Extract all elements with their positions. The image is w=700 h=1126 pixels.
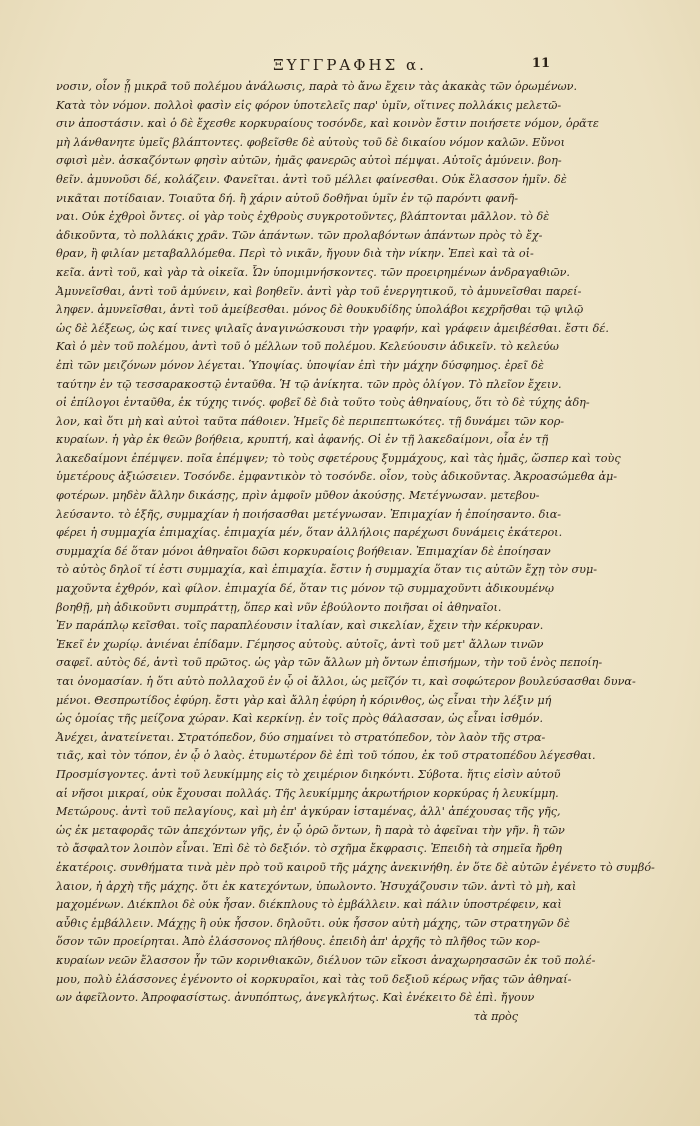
text-line: τὸ αὐτὸς δηλοῖ τί ἐστι συμμαχία, καὶ ἐπιμαχία. ἔστιν ἡ συμμαχία ὅταν τις αὐτῶν ἔχῃ τὸν συμ- — [56, 563, 598, 577]
text-line: ων ἀφεῖλοντο. Ἀπροφασίστως. ἀνυπόπτως, ἀνεγκλήτως. Καὶ ἐνέκειτο δὲ ἐπὶ. ἤγουν — [56, 991, 535, 1005]
text-line: φοτέρων. μηδὲν ἄλλην δικάσῃς, πρὶν ἀμφοῖν μῦθον ἀκούσῃς. Μετέγνωσαν. μετεβου- — [56, 489, 540, 503]
text-line: ὡς δὲ λέξεως, ὡς καί τινες ψιλαῖς ἀναγινώσκουσι τὴν γραφήν, καὶ γράφειν ἀμειβέσθαι. ἔστι δέ. — [56, 321, 609, 335]
text-line: ἐπὶ τῶν μειζόνων μόνον λέγεται. Ὑποψίας. ὑποψίαν ἐπὶ τὴν μάχην δύσφημος. ἐρεῖ δὲ — [56, 358, 544, 372]
text-line: κεῖα. ἀντὶ τοῦ, καὶ γὰρ τὰ οἰκεῖα. Ὧν ὑπομιμνήσκοντες. τῶν προειρημένων ἀνδραγαθιῶν. — [56, 265, 570, 279]
text-line: Ἀνέχει, ἀνατείνεται. Στρατόπεδον, δύο σημαίνει τὸ στρατόπεδον, τὸν λαὸν τῆς στρα- — [56, 730, 546, 744]
text-line: νικᾶται ποτίδαιαν. Τοιαῦτα δή. ἢ χάριν αὐτοῦ δοθῆναι ὑμῖν ἐν τῷ παρόντι φανῆ- — [56, 191, 518, 205]
running-title: ΞΥΓΓΡΑΦΗΣ α. — [273, 56, 427, 74]
text-line: αὖθις ἐμβάλλειν. Μάχῃς ἣ οὐκ ἧσσον. δηλοῦτι. οὐκ ἧσσον αὐτὴ μάχης, τῶν στρατηγῶν δὲ — [56, 916, 570, 930]
text-line: ἑκατέροις. συνθήματα τινὰ μὲν πρὸ τοῦ καιροῦ τῆς μάχης ἀνεκινήθη. ἐν ὅτε δὲ αὐτῶν ἐγένετο τὸ συμβό- — [56, 860, 655, 874]
text-line: ὡς ὁμοίας τῆς μείζονα χώραν. Καὶ κερκίνῃ. ἐν τοῖς πρὸς θάλασσαν, ὡς εἶναι ἰσθμόν. — [56, 712, 544, 726]
text-line: ταύτην ἐν τῷ τεσσαρακοστῷ ἐνταῦθα. Ἡ τῷ ἀνίκητα. τῶν πρὸς ὀλίγον. Τὸ πλεῖον ἔχειν. — [56, 377, 562, 391]
text-line: νοσιν, οἷον ᾗ μικρᾶ τοῦ πολέμου ἀνάλωσις, παρὰ τὸ ἄνω ἔχειν τὰς ἀκακὰς τῶν ὁρωμένων. — [56, 80, 578, 93]
text-line: μένοι. Θεσπρωτίδος ἐφύρη. ἔστι γὰρ καὶ ἄλλη ἐφύρη ἡ κόρινθος, ὡς εἶναι τὴν λέξιν μή — [56, 693, 552, 707]
text-line: σαφεῖ. αὐτὸς δέ, ἀντὶ τοῦ πρῶτος. ὡς γὰρ τῶν ἄλλων μὴ ὄντων ἐπισήμων, τὴν τοῦ ἑνὸς πεποίη- — [56, 656, 603, 670]
text-line: ὅσον τῶν προείρηται. Ἀπὸ ἐλάσσονος πλήθους. ἐπειδὴ ἀπ' ἀρχῆς τὸ πλῆθος τῶν κορ- — [56, 935, 540, 949]
text-line: συμμαχία δέ ὅταν μόνοι ἀθηναῖοι δῶσι κορκυραίοις βοήθειαν. Ἐπιμαχίαν δὲ ἐποίησαν — [56, 544, 551, 558]
text-line: λακεδαίμονι ἐπέμψεν. ποῖα ἐπέμψεν; τὸ τοὺς σφετέρους ξυμμάχους, καὶ τὰς ἡμᾶς, ὥσπερ καὶ τοὺς — [56, 451, 621, 465]
text-line: τὸ ἄσφαλτον λοιπὸν εἶναι. Ἐπὶ δὲ τὸ δεξιόν. τὸ σχῆμα ἔκφρασις. Ἐπειδὴ τὰ σημεῖα ἤρθη — [56, 842, 562, 856]
text-line: Ἐν παράπλῳ κεῖσθαι. τοῖς παραπλέουσιν ἰταλίαν, καὶ σικελίαν, ἔχειν τὴν κέρκυραν. — [56, 619, 544, 633]
text-line: μαχοῦντα ἐχθρόν, καὶ φίλον. ἐπιμαχία δέ, ὅταν τις μόνον τῷ συμμαχοῦντι ἀδικουμένῳ — [56, 582, 555, 596]
text-line: μὴ λάνθανητε ὑμεῖς βλάπτοντες. φοβεῖσθε δὲ αὐτοὺς τοῦ δὲ δικαίου νόμον καλῶν. Εὔνοι — [56, 135, 565, 149]
text-line: ναι. Οὐκ ἐχθροὶ ὄντες. οἱ γὰρ τοὺς ἐχθροὺς συγκροτοῦντες, βλάπτονται μᾶλλον. τὸ δὲ — [56, 210, 550, 224]
text-line: σφισὶ μὲν. ἀσκαζόντων φησὶν αὐτῶν, ἡμᾶς φανερῶς αὐτοὶ πέμψαι. Αὐτοῖς ἀμύνειν. βοη- — [56, 154, 562, 168]
text-line: κυραίων. ἡ γὰρ ἐκ θεῶν βοήθεια, κρυπτή, καὶ ἀφανής. Οἱ ἐν τῇ λακεδαίμονι, οἷα ἐν τῇ — [56, 433, 549, 447]
text-line: ὑμετέρους ἀξιώσειεν. Τοσόνδε. ἐμφαντικὸν τὸ τοσόνδε. οἷον, τοὺς ἀδικοῦντας. Ἀκροασώμεθα ἀμ- — [56, 470, 618, 484]
text-line: αἱ νῆσοι μικραί, οὐκ ἔχουσαι πολλάς. Τῆς λευκίμμης ἀκρωτήριον κορκύρας ἡ λευκίμμη. — [56, 786, 559, 800]
text-line: θεῖν. ἀμυνοῦσι δέ, κολάζειν. Φανεῖται. ἀντὶ τοῦ μέλλει φαίνεσθαι. Οὐκ ἔλασσον ἡμῖν. δὲ — [56, 172, 567, 186]
text-line: Καὶ ὁ μὲν τοῦ πολέμου, ἀντὶ τοῦ ὁ μέλλων τοῦ πολέμου. Κελεύουσιν ἀδικεῖν. τὸ κελεύω — [56, 340, 559, 354]
text-line: μαχομένων. Διέκπλοι δὲ οὐκ ἦσαν. διέκπλους τὸ ἐμβάλλειν. καὶ πάλιν ὑποστρέφειν, καὶ — [56, 898, 562, 912]
text-line: ἀδικοῦντα, τὸ πολλάκις χρᾶν. Τῶν ἁπάντων. τῶν προλαβόντων ἁπάντων πρὸς τὸ ἔχ- — [56, 228, 543, 242]
text-line: λαιον, ἡ ἀρχὴ τῆς μάχης. ὅτι ἐκ κατεχόντων, ὑπωλοντο. Ἡσυχάζουσιν τῶν. ἀντὶ τὸ μὴ, καὶ — [56, 879, 577, 893]
text-line: ται ὀνομασίαν. ἡ ὅτι αὐτὸ πολλαχοῦ ἐν ᾧ οἱ ἄλλοι, ὡς μεῖζόν τι, καὶ σοφώτερον βουλεύσασθαι δυνα- — [56, 675, 636, 688]
text-line: Προσμίσγοντες. ἀντὶ τοῦ λευκίμμης εἰς τὸ χειμέριον διηκόντι. Σύβοτα. ἥτις εἰσὶν αὐτοῦ — [56, 767, 561, 781]
text-line: Κατὰ τὸν νόμον. πολλοὶ φασὶν εἰς φόρον ὑποτελεῖς παρ' ὑμῖν, οἵτινες πολλάκις μελετῶ- — [56, 98, 562, 112]
text-line: οἱ ἐπίλογοι ἐνταῦθα, ἐκ τύχης τινός. φοβεῖ δὲ διὰ τοῦτο τοὺς ἀθηναίους, ὅτι τὸ δὲ τύχης ἀδη- — [56, 396, 590, 410]
text-line: Μετώρους. ἀντὶ τοῦ πελαγίους, καὶ μὴ ἐπ' ἀγκύραν ἱσταμένας, ἀλλ' ἀπέχουσας τῆς γῆς, — [56, 805, 561, 819]
text-line: κυραίων νεῶν ἔλασσον ἦν τῶν κορινθιακῶν, διέλυον τῶν εἴκοσι ἀναχωρησασῶν ἐκ τοῦ πολέ- — [56, 953, 596, 967]
text-line: λεύσαντο. τὸ ἑξῆς, συμμαχίαν ἡ ποιήσασθαι μετέγνωσαν. Ἐπιμαχίαν ἡ ἐποίησαντο. δια- — [56, 507, 562, 521]
commentary-text — [56, 78, 655, 1026]
text-line: μου, πολὺ ἐλάσσονες ἐγένοντο οἱ κορκυραῖοι, καὶ τὰς τοῦ δεξιοῦ κέρως νῆας τῶν ἀθηναί- — [56, 972, 572, 986]
text-line: φέρει ἡ συμμαχία ἐπιμαχίας. ἐπιμαχία μέν, ὅταν ἀλλήλοις παρέχωσι δυνάμεις ἑκάτεροι. — [56, 526, 563, 540]
running-head — [0, 56, 700, 76]
text-line: τὰ πρὸς — [473, 1009, 518, 1023]
text-line: ληφεν. ἀμυνεῖσθαι, ἀντὶ τοῦ ἀμείβεσθαι. μόνος δὲ θουκυδίδης ὑπολάβοι κεχρῆσθαι τῷ ψιλῷ — [56, 303, 584, 317]
text-line: Ἀμυνεῖσθαι, ἀντὶ τοῦ ἀμύνειν, καὶ βοηθεῖν. ἀντὶ γὰρ τοῦ ἐνεργητικοῦ, τὸ ἀμυνεῖσθαι παρεί- — [56, 284, 582, 298]
text-line: λον, καὶ ὅτι μὴ καὶ αὐτοὶ ταῦτα πάθοιεν. Ἡμεῖς δὲ περιπεπτωκότες. τῇ δυνάμει τῶν κορ- — [56, 414, 565, 428]
text-line: τιᾶς, καὶ τὸν τόπον, ἐν ᾧ ὁ λαὸς. ἐτυμωτέρον δὲ ἐπὶ τοῦ τόπου, ἐκ τοῦ στρατοπέδου λέγεσθαι. — [56, 749, 596, 763]
text-line: βοηθῇ, μὴ ἀδικοῦντι συμπράττῃ, ὅπερ καὶ νῦν ἐβούλοντο ποιῆσαι οἱ ἀθηναῖοι. — [56, 600, 502, 614]
text-line: σιν ἀποστάσιν. καὶ ὁ δὲ ἔχεσθε κορκυραίους τοσόνδε, καὶ κοινὸν ἔστιν ποιήσετε νόμον, ὁρᾶτε — [56, 117, 599, 131]
text-line: Ἐκεῖ ἐν χωρίῳ. ἀνιέναι ἐπίδαμν. Γέμησος αὐτοὺς. αὐτοῖς, ἀντὶ τοῦ μετ' ἄλλων τινῶν — [56, 637, 544, 651]
text-line: θραν, ἢ φιλίαν μεταβαλλόμεθα. Περὶ τὸ νικᾶν, ἤγουν διὰ τὴν νίκην. Ἐπεὶ καὶ τὰ οἰ- — [56, 247, 534, 261]
text-line: ὡς ἐκ μεταφορᾶς τῶν ἀπεχόντων γῆς, ἐν ᾧ ὁρῶ ὄντων, ἢ παρὰ τὸ ἀφεῖναι τὴν γῆν. ἢ τῶν — [56, 823, 565, 837]
page-number: 11 — [531, 56, 550, 71]
